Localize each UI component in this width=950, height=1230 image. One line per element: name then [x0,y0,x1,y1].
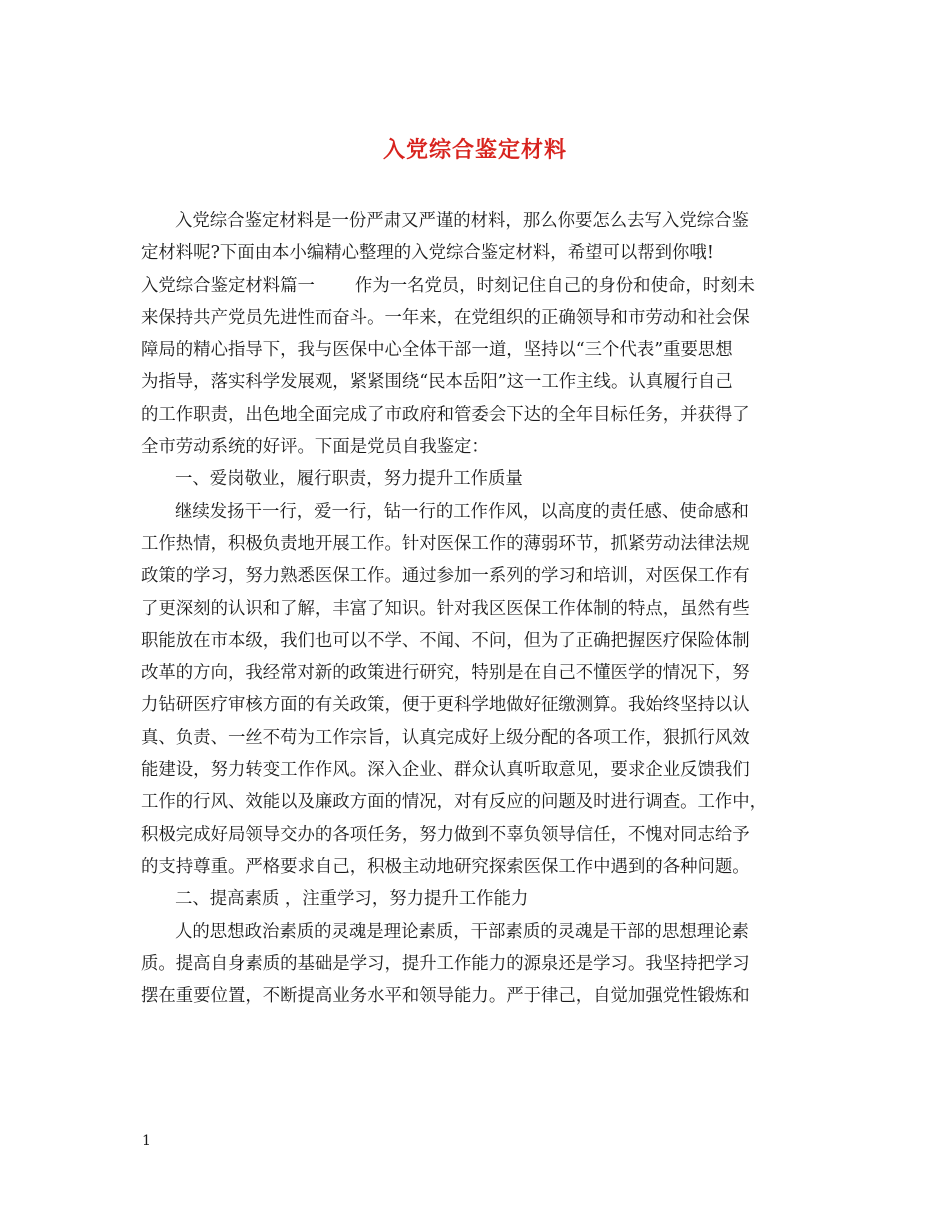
page-number: 1 [142,1133,151,1149]
text-line: 作为一名党员，时刻记住自己的身份和使命，时刻未 [354,275,755,296]
text-line: 为指导，落实科学发展观，紧紧围绕“民本岳阳”这一工作主线。认真履行自己 [141,372,733,393]
text-line: 的支持尊重。严格要求自己，积极主动地研究探索医保工作中遇到的各种问题。 [141,856,750,877]
text-line: 来保持共产党员先进性而奋斗。一年来，在党组织的正确领导和市劳动和社会保 [141,307,750,328]
section-heading: 入党综合鉴定材料篇一 [141,275,315,296]
text-line: 政策的学习，努力熟悉医保工作。通过参加一系列的学习和培训，对医保工作有 [141,566,750,587]
text-line-with-heading [141,270,813,302]
section-heading: 二、提高素质 ，注重学习，努力提升工作能力 [175,889,529,910]
section-heading: 一、爱岗敬业，履行职责，努力提升工作质量 [175,469,523,490]
text-line: 力钻研医疗审核方面的有关政策，便于更科学地做好征缴测算。我始终坚持以认 [141,695,750,716]
text-line: 工作热情，积极负责地开展工作。针对医保工作的薄弱环节，抓紧劳动法律法规 [141,533,750,554]
text-line: 积极完成好局领导交办的各项任务，努力做到不辜负领导信任，不愧对同志给予 [141,824,750,845]
text-line: 了更深刻的认识和了解，丰富了知识。针对我区医保工作体制的特点，虽然有些 [141,598,750,619]
text-line: 定材料呢?下面由本小编精心整理的入党综合鉴定材料，希望可以帮到你哦! [141,243,714,264]
text-line: 职能放在市本级，我们也可以不学、不闻、不问，但为了正确把握医疗保险体制 [141,630,750,651]
text-line: 质。提高自身素质的基础是学习，提升工作能力的源泉还是学习。我坚持把学习 [141,953,750,974]
text-line: 人的思想政治素质的灵魂是理论素质，干部素质的灵魂是干部的思想理论素 [175,921,749,942]
text-line: 能建设，努力转变工作作风。深入企业、群众认真听取意见，要求企业反馈我们 [141,760,750,781]
text-line: 的工作职责，出色地全面完成了市政府和管委会下达的全年目标任务，并获得了 [141,404,750,425]
text-line: 改革的方向，我经常对新的政策进行研究，特别是在自己不懂医学的情况下，努 [141,663,750,684]
text-line: 真、负责、一丝不苟为工作宗旨，认真完成好上级分配的各项工作，狠抓行风效 [141,727,750,748]
text-line: 继续发扬干一行，爱一行，钻一行的工作作风，以高度的责任感、使命感和 [175,501,749,522]
text-line: 工作的行风、效能以及廉政方面的情况，对有反应的问题及时进行调查。工作中， [141,792,768,813]
text-line: 障局的精心指导下，我与医保中心全体干部一道，坚持以“三个代表”重要思想 [141,340,733,361]
text-line: 摆在重要位置，不断提高业务水平和领导能力。严于律己，自觉加强党性锻炼和 [141,986,750,1007]
text-line: 全市劳动系统的好评。下面是党员自我鉴定： [141,437,489,458]
document-body [141,205,813,1012]
text-line: 入党综合鉴定材料是一份严肃又严谨的材料，那么你要怎么去写入党综合鉴 [175,211,749,231]
document-title: 入党综合鉴定材料 [382,137,567,163]
